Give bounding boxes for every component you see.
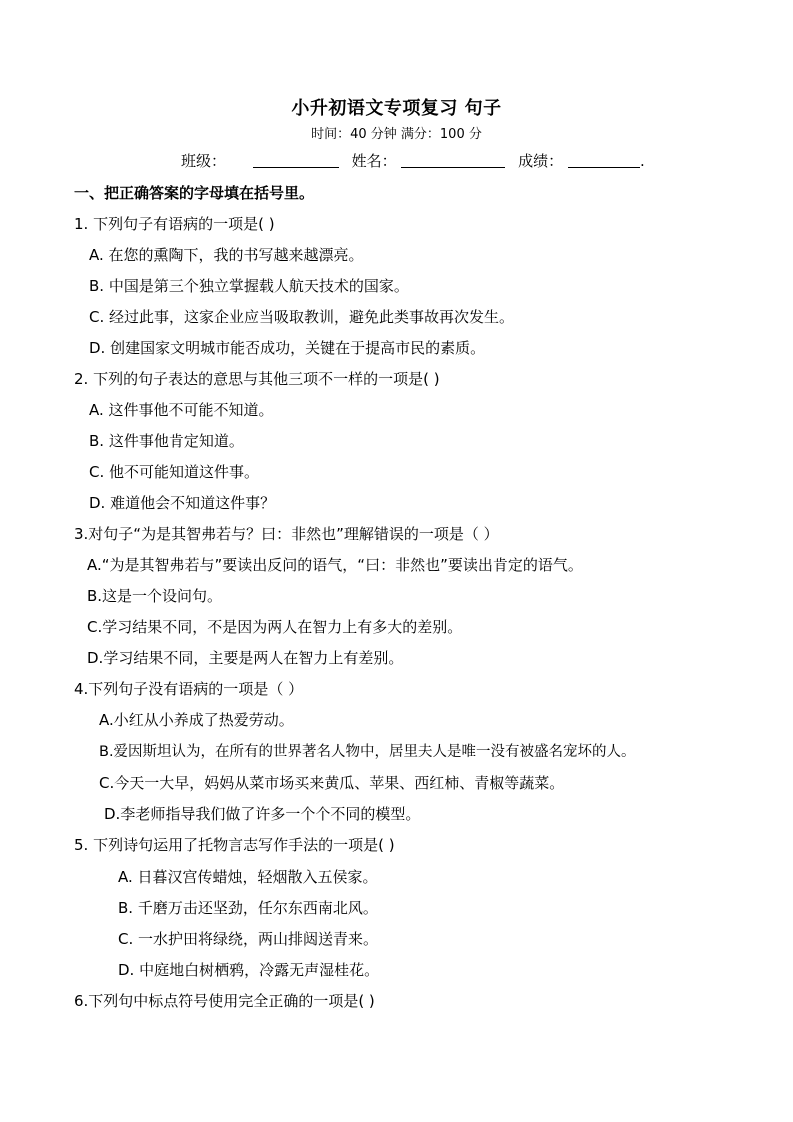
question-3-option-b: B.这是一个设问句。 bbox=[87, 587, 223, 605]
class-label: 班级： bbox=[181, 152, 227, 170]
question-2-option-b: B. 这件事他肯定知道。 bbox=[89, 432, 244, 450]
question-4-option-a: A.小红从小养成了热爱劳动。 bbox=[99, 711, 294, 729]
question-2-option-a: A. 这件事他不可能不知道。 bbox=[89, 401, 274, 419]
question-1-option-d: D. 创建国家文明城市能否成功，关键在于提高市民的素质。 bbox=[89, 339, 486, 357]
question-1-option-c: C. 经过此事，这家企业应当吸取教训，避免此类事故再次发生。 bbox=[89, 308, 515, 326]
question-5-option-d: D. 中庭地白树栖鸦，冷露无声湿桂花。 bbox=[118, 961, 380, 979]
question-1-option-b: B. 中国是第三个独立掌握载人航天技术的国家。 bbox=[89, 277, 409, 295]
question-2-option-d: D. 难道他会不知道这件事？ bbox=[89, 494, 276, 512]
class-blank bbox=[253, 153, 339, 168]
question-2-stem: 2. 下列的句子表达的意思与其他三项不一样的一项是( ) bbox=[74, 370, 440, 388]
question-5-stem: 5. 下列诗句运用了托物言志写作手法的一项是( ) bbox=[74, 836, 395, 854]
question-4-stem: 4.下列句子没有语病的一项是（ ） bbox=[74, 680, 304, 698]
question-6-stem: 6.下列句中标点符号使用完全正确的一项是( ) bbox=[74, 992, 375, 1010]
question-1-option-a: A. 在您的熏陶下，我的书写越来越漂亮。 bbox=[89, 246, 364, 264]
question-4-option-b: B.爱因斯坦认为，在所有的世界著名人物中，居里夫人是唯一没有被盛名宠坏的人。 bbox=[99, 744, 636, 760]
student-info-row bbox=[181, 150, 645, 171]
score-blank bbox=[568, 153, 640, 168]
question-5-option-a: A. 日暮汉宫传蜡烛，轻烟散入五侯家。 bbox=[118, 868, 378, 886]
section-title: 一、把正确答案的字母填在括号里。 bbox=[74, 184, 315, 202]
question-3-option-a: A.“为是其智弗若与”要读出反问的语气，“曰：非然也”要读出肯定的语气。 bbox=[87, 556, 583, 574]
question-3-option-d: D.学习结果不同，主要是两人在智力上有差别。 bbox=[87, 649, 404, 667]
question-1-stem: 1. 下列句子有语病的一项是( ) bbox=[74, 215, 275, 233]
question-3-stem: 3.对句子“为是其智弗若与？曰：非然也”理解错误的一项是（ ） bbox=[74, 525, 499, 543]
question-2-option-c: C. 他不可能知道这件事。 bbox=[89, 463, 260, 481]
question-5-option-c: C. 一水护田将绿绕，两山排闼送青来。 bbox=[118, 930, 379, 948]
name-label: 姓名： bbox=[351, 152, 397, 170]
score-label: 成绩： bbox=[518, 152, 564, 170]
exam-time-score: 时间：40 分钟 满分：100 分 bbox=[311, 127, 482, 142]
question-4-option-d: D.李老师指导我们做了许多一个个不同的模型。 bbox=[104, 805, 421, 823]
name-blank bbox=[401, 153, 505, 168]
question-4-option-c: C.今天一大早，妈妈从菜市场买来黄瓜、苹果、西红柿、青椒等蔬菜。 bbox=[99, 774, 565, 792]
question-3-option-c: C.学习结果不同，不是因为两人在智力上有多大的差别。 bbox=[87, 618, 463, 636]
page-title: 小升初语文专项复习 句子 bbox=[291, 98, 502, 119]
question-5-option-b: B. 千磨万击还坚劲，任尔东西南北风。 bbox=[118, 899, 378, 917]
end-mark: . bbox=[639, 152, 645, 170]
